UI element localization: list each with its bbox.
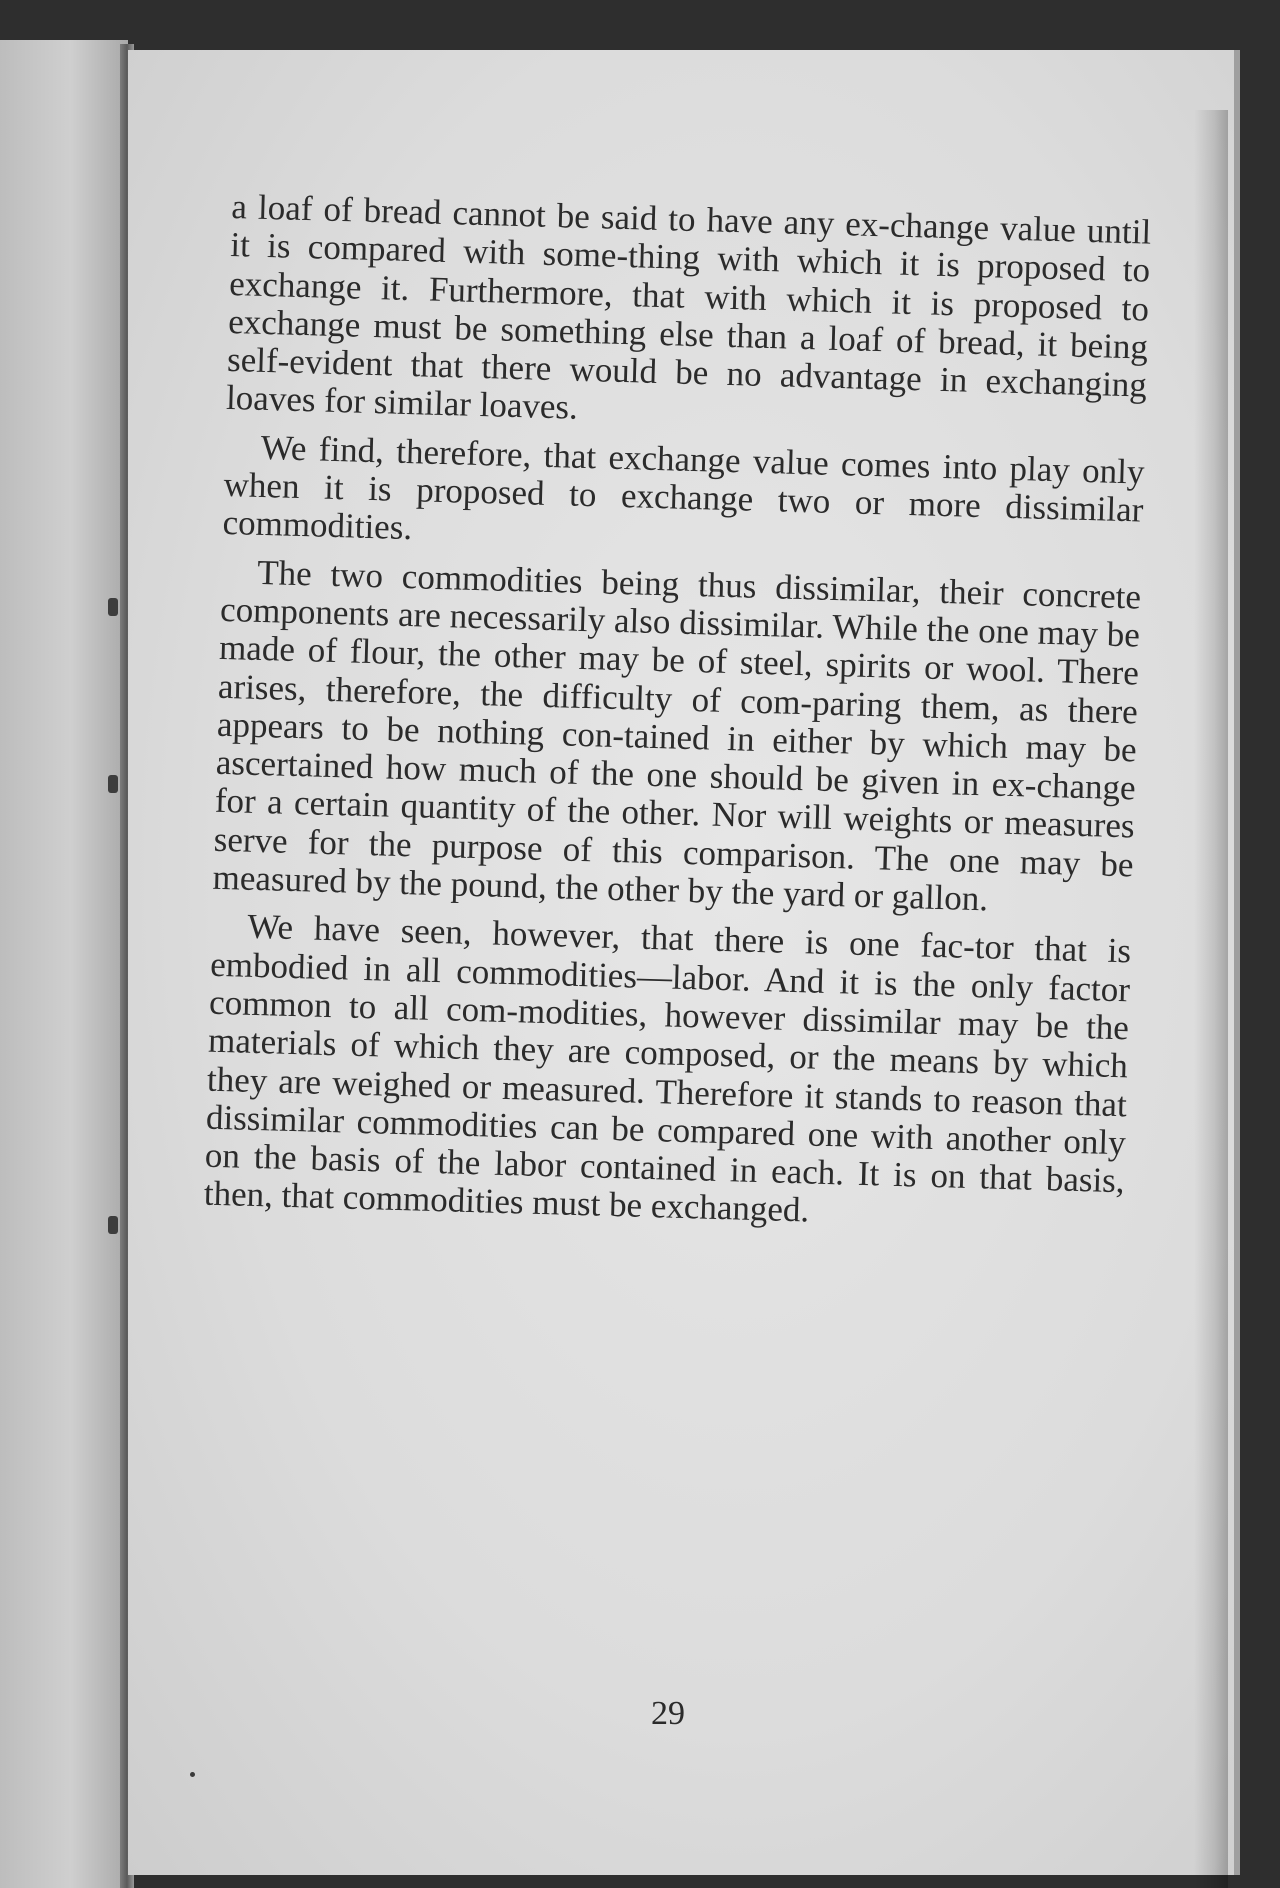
page-text [203, 188, 1152, 1249]
binding-mark [108, 775, 118, 793]
binding-mark [108, 598, 118, 616]
paragraph: The two commodities being thus dissimilar, their concrete components are necessarily also dissimilar. While the one may be made of flour, the other may be of steel, spirits or wool. There arises, therefore, the difficulty of com-paring them, as there appears to be nothing con-tained in either by which may be ascertained how much of the one should be given in ex-change for a certain quantity of the other. Nor will weights or measures serve for the purpose of this comparison. The one may be measured by the pound, the other by the yard or gallon. [212, 552, 1142, 919]
paper-speck [190, 1772, 195, 1777]
page-number: 29 [651, 1695, 685, 1732]
paragraph: We find, therefore, that exchange value comes into play only when it is proposed to exchange two or more dissimilar commodities. [222, 427, 1145, 548]
paragraph: a loaf of bread cannot be said to have any ex-change value until it is compared with some-thing with which it is proposed to exchange it. Furthermore, that with which it is proposed to exchange must be something else than a loaf of bread, it being self-evident that there would be no advantage in exchanging loaves for similar loaves. [225, 187, 1152, 428]
binding-mark [108, 1216, 118, 1234]
paragraph: We have seen, however, that there is one fac-tor that is embodied in all commodities—labor. And it is the only factor common to all com-modities, however dissimilar may be the materials of which they are composed, or the means by which they are weighed or measured. Therefore it stands to reason that dissimilar commodities can be compared one with another only on the basis of the labor contained in each. It is on that basis, then, that commodities must be exchanged. [203, 907, 1132, 1230]
page-edge-shadow [1194, 110, 1228, 1888]
left-page-edge [0, 40, 128, 1888]
